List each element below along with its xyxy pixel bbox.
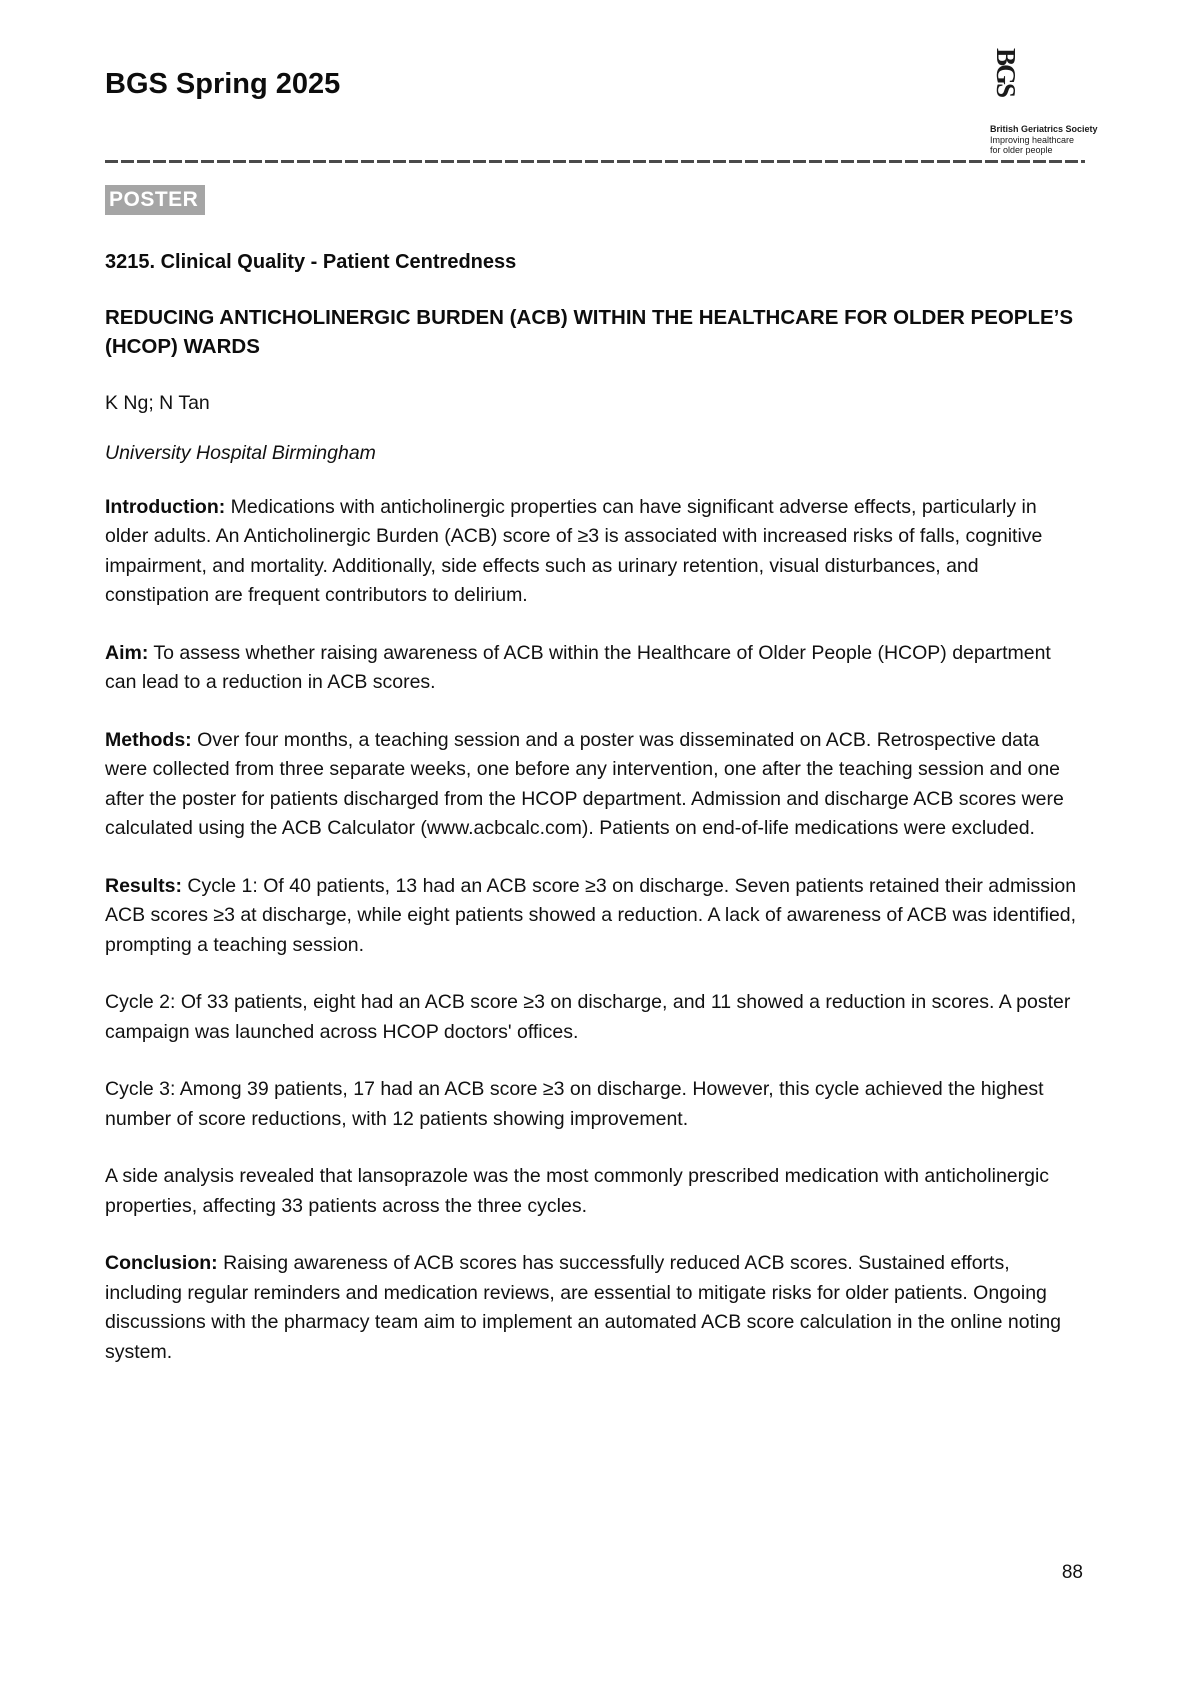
paragraph-side-analysis-text: A side analysis revealed that lansoprazole was the most commonly prescribed medication with anticholinergic properties, affecting 33 patients across the three cycles. xyxy=(105,1165,1050,1217)
paragraph-results-cycle1 xyxy=(105,872,1085,961)
page-header xyxy=(105,0,1098,156)
paragraph-results-label: Results: xyxy=(105,874,182,897)
paragraph-methods-text: Over four months, a teaching session and a poster was disseminated on ACB. Retrospective data were collected from three separate weeks, one before any intervention, one after the teaching session and one after the poster for patients discharged from the HCOP department. Admission and discharge ACB scores were calculated using the ACB Calculator (www.acbcalc.com). Patients on end-of-life medications were excluded. xyxy=(105,728,1064,839)
session-heading: 3215. Clinical Quality - Patient Centredness xyxy=(105,250,517,273)
bgs-logo xyxy=(990,48,1098,156)
document-title: BGS Spring 2025 xyxy=(105,68,341,100)
paragraph-methods-label: Methods: xyxy=(105,728,192,751)
paragraph-results-text: Cycle 1: Of 40 patients, 13 had an ACB score ≥3 on discharge. Seven patients retained their admission ACB scores ≥3 at discharge, while eight patients showed a reduction. A lack of awareness of ACB was identified, prompting a teaching session. xyxy=(105,874,1077,956)
paragraph-aim xyxy=(105,639,1085,698)
paragraph-side-analysis xyxy=(105,1162,1085,1221)
paragraph-aim-text: To assess whether raising awareness of ACB within the Healthcare of Older People (HCOP) department can lead to a reduction in ACB scores. xyxy=(105,641,1051,693)
paragraph-cycle2-text: Cycle 2: Of 33 patients, eight had an ACB score ≥3 on discharge, and 11 showed a reduction in scores. A poster campaign was launched across HCOP doctors' offices. xyxy=(105,991,1071,1043)
paragraph-introduction xyxy=(105,493,1085,611)
bgs-logo-tagline-1: Improving healthcare xyxy=(990,134,1075,145)
paragraph-aim-label: Aim: xyxy=(105,641,149,664)
paragraph-cycle2 xyxy=(105,988,1085,1047)
paragraph-conclusion-label: Conclusion: xyxy=(105,1252,218,1274)
authors: K Ng; N Tan xyxy=(105,391,210,414)
paragraph-methods xyxy=(105,726,1085,844)
bgs-logo-acronym: BGS xyxy=(991,48,1021,97)
affiliation: University Hospital Birmingham xyxy=(105,441,376,464)
paragraph-conclusion xyxy=(105,1249,1085,1367)
abstract-title: REDUCING ANTICHOLINERGIC BURDEN (ACB) WITHIN THE HEALTHCARE FOR OLDER PEOPLE’S (HCOP) WARDS xyxy=(105,305,1074,358)
bgs-logo-society-name: British Geriatrics Society xyxy=(990,124,1098,134)
paragraph-introduction-label: Introduction: xyxy=(105,495,226,518)
bgs-logo-text xyxy=(990,124,1098,156)
paragraph-conclusion-text: Raising awareness of ACB scores has successfully reduced ACB scores. Sustained efforts, including regular reminders and medication reviews, are essential to mitigate risks for older patients. Ongoing discussions with the pharmacy team aim to implement an automated ACB score calculation in the online noting system. xyxy=(105,1252,1062,1363)
bgs-logo-tagline-2: for older people xyxy=(990,145,1053,155)
paragraph-cycle3 xyxy=(105,1075,1085,1134)
paragraph-introduction-text: Medications with anticholinergic properties can have significant adverse effects, particularly in older adults. An Anticholinergic Burden (ACB) score of ≥3 is associated with increased risks of falls, cognitive impairment, and mortality. Additionally, side effects such as urinary retention, visual disturbances, and constipation are frequent contributors to delirium. xyxy=(105,495,1043,606)
page-number: 88 xyxy=(1061,1562,1083,1583)
poster-badge: POSTER xyxy=(105,185,205,215)
paragraph-cycle3-text: Cycle 3: Among 39 patients, 17 had an ACB score ≥3 on discharge. However, this cycle achieved the highest number of score reductions, with 12 patients showing improvement. xyxy=(105,1078,1044,1130)
